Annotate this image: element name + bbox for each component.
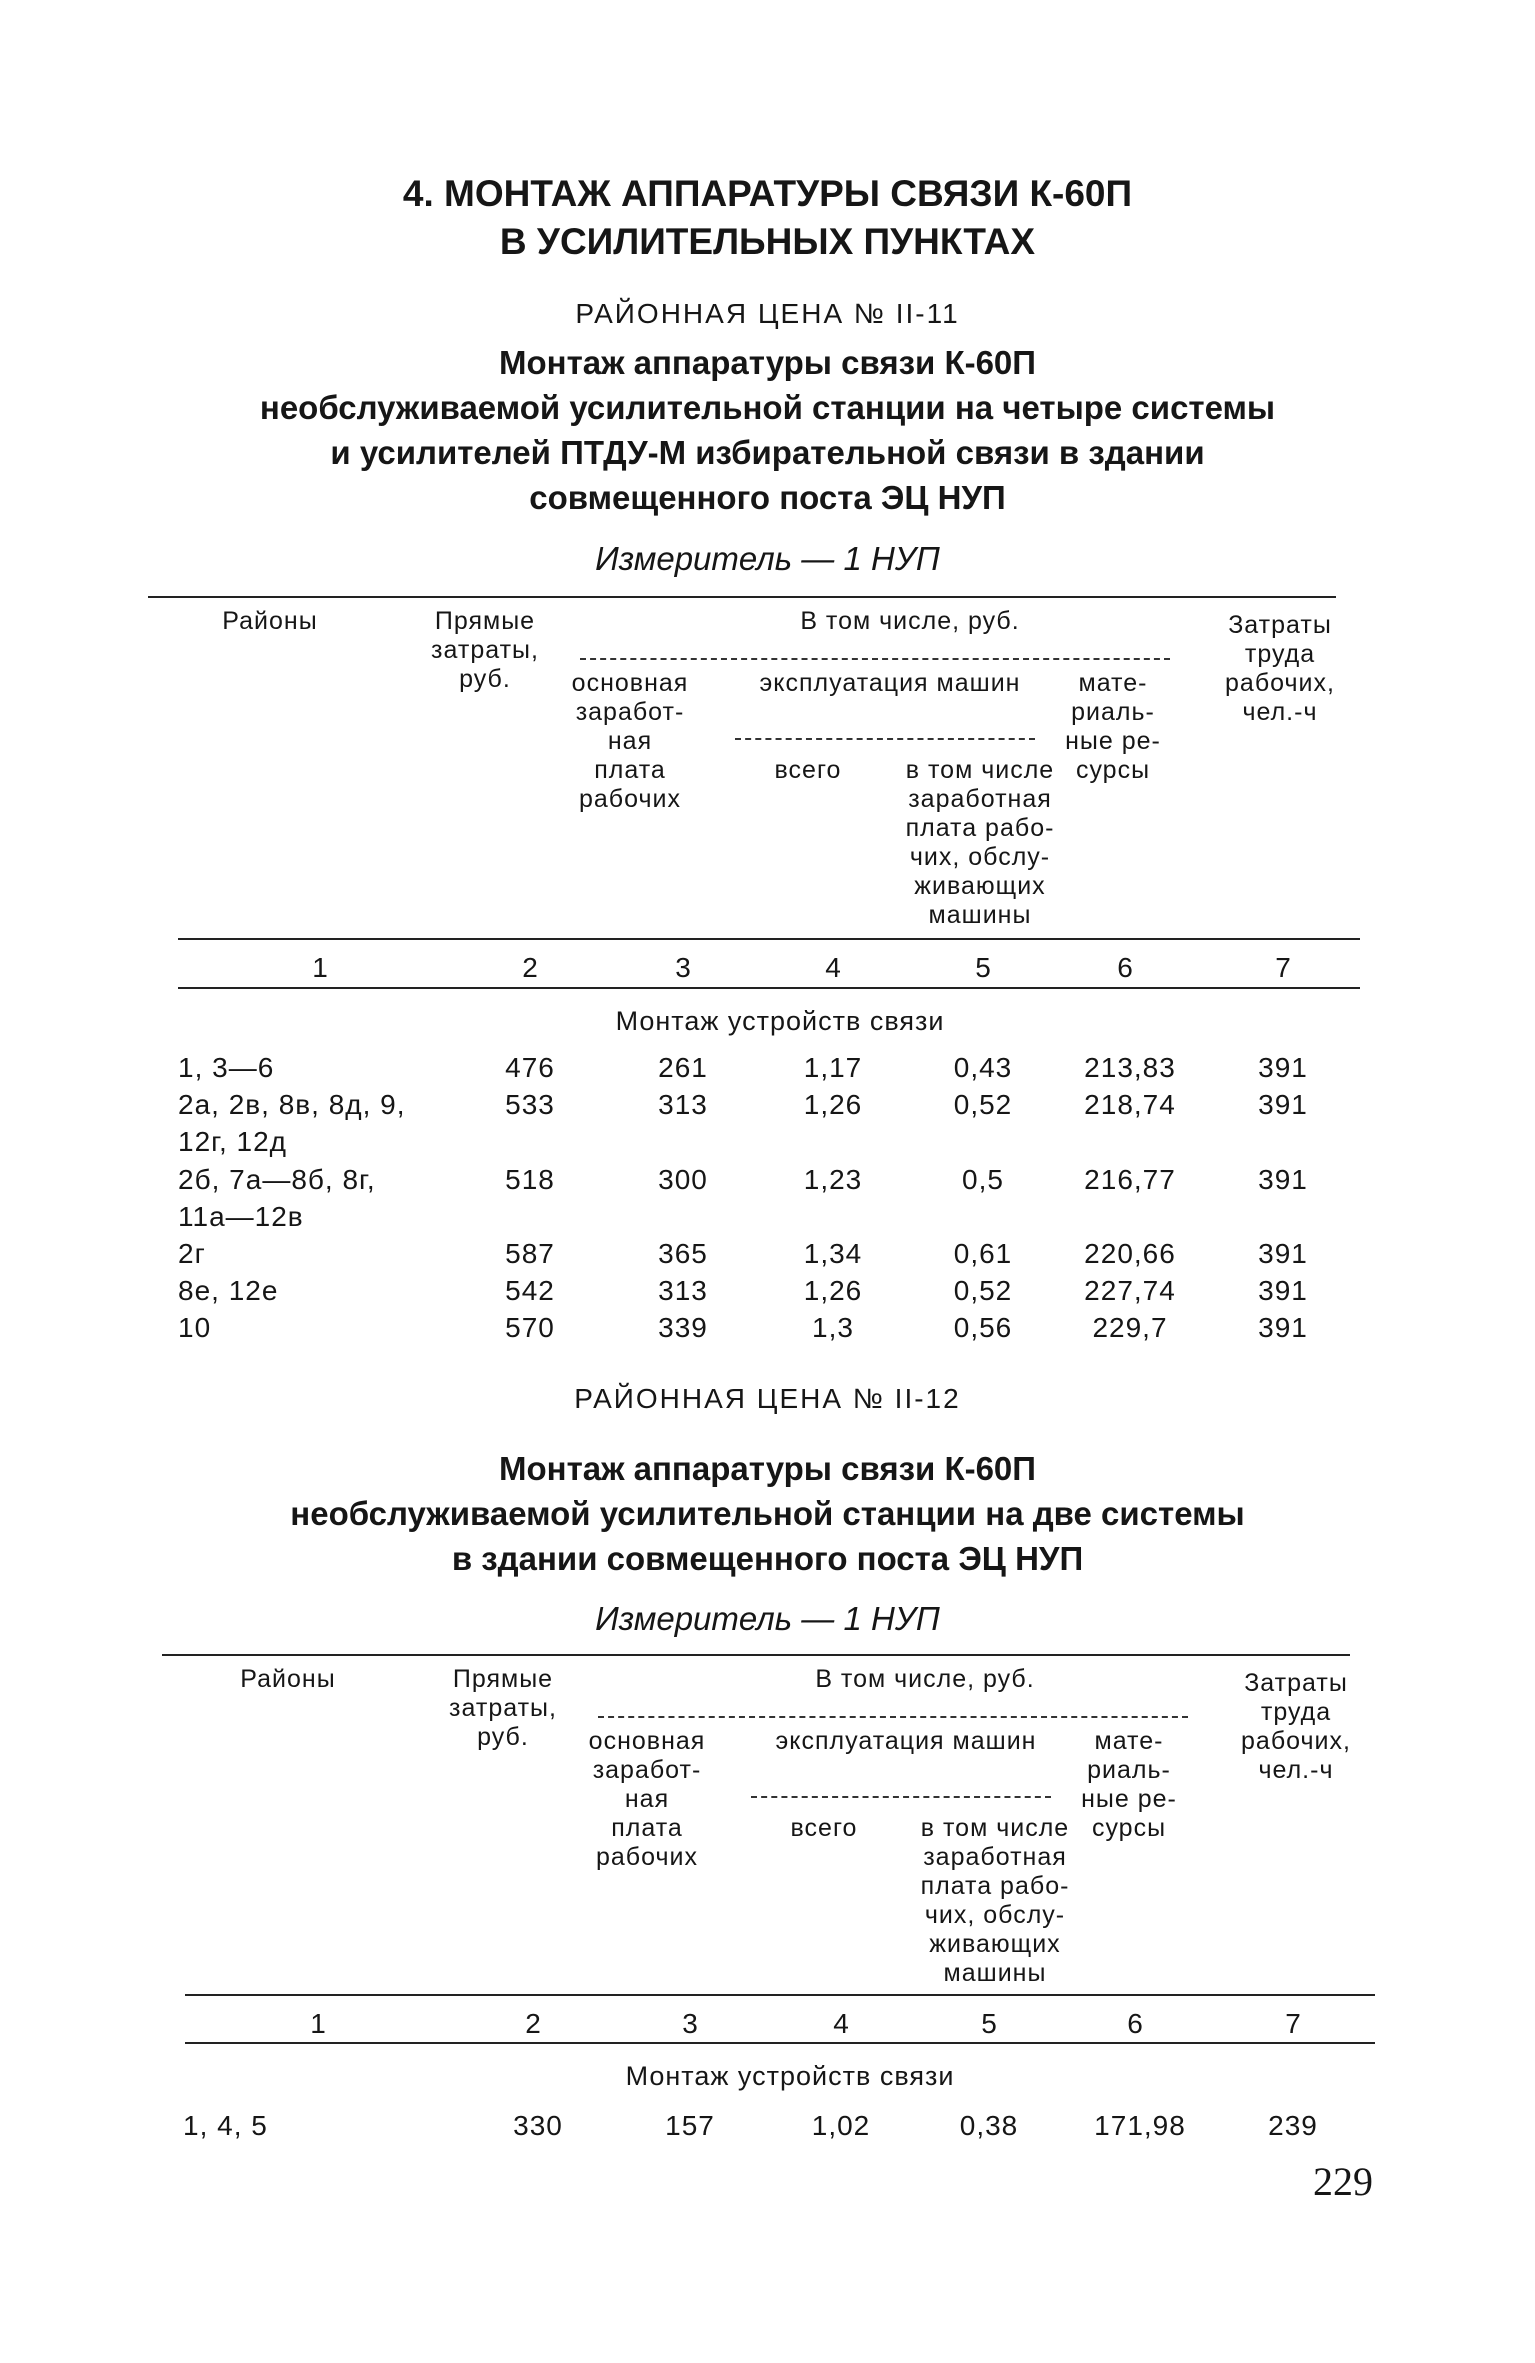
table1-cell: 391 [1258,1275,1308,1306]
table1-header-basic-wage: основная заработ- ная плата рабочих [571,669,689,813]
table2-section: Монтаж устройств связи [625,2061,955,2091]
table1-colnum-3: 3 [675,952,691,983]
subtitle-11-line-3: и усилителей ПТДУ-М избирательной связи в здании [330,434,1205,471]
table1-cell: 518 [505,1164,555,1195]
table1-colnum-2: 2 [522,952,538,983]
table1-cell-region: 1, 3—6 [178,1052,275,1083]
table1-cell: 220,66 [1084,1238,1176,1269]
table1-cell-region: 8е, 12е [178,1275,279,1306]
meter-11: Измеритель — 1 НУП [595,540,940,577]
table1-cell: 0,5 [962,1164,1004,1195]
table1-dash-including [580,658,1170,660]
table1-header-machine-wage: в том числе заработная плата рабо- чих, обслу- живающих машины [905,756,1055,929]
table1-cell: 391 [1258,1312,1308,1343]
table1-cell: 1,34 [803,1238,863,1269]
table2-header-direct-costs: Прямые затраты, руб. [449,1665,557,1751]
table2-colnum-7: 7 [1285,2008,1301,2039]
table2-top-rule [162,1654,1350,1656]
table1-header-direct-costs: Прямые затраты, руб. [431,607,539,693]
table1-cell: 229,7 [1092,1312,1168,1343]
price-label-12: РАЙОННАЯ ЦЕНА № II-12 [574,1383,961,1414]
table1-cell: 570 [505,1312,555,1343]
table2-colnum-4: 4 [833,2008,849,2039]
meter-12: Измеритель — 1 НУП [595,1600,940,1637]
table2-cell: 157 [665,2110,715,2141]
table2-cell: 171,98 [1094,2110,1186,2141]
table1-header-materials: мате- риаль- ные ре- сурсы [1065,669,1161,784]
table1-cell: 218,74 [1084,1089,1176,1120]
table1-cell-region: 2г [178,1238,206,1269]
table1-cell: 0,52 [953,1089,1013,1120]
table1-cell: 391 [1258,1164,1308,1195]
table2-colnum-3: 3 [682,2008,698,2039]
chapter-title-line-2: В УСИЛИТЕЛЬНЫХ ПУНКТАХ [499,221,1036,262]
table1-cell: 0,61 [953,1238,1013,1269]
table1-cell-region-cont: 12г, 12д [178,1126,287,1157]
table2-header-total: всего [790,1814,858,1842]
table1-cell: 213,83 [1084,1052,1176,1083]
table2-cell-region: 1, 4, 5 [183,2110,268,2141]
table2-cell: 0,38 [959,2110,1019,2141]
table2-header-basic-wage: основная заработ- ная плата рабочих [588,1727,706,1871]
table1-cell: 1,26 [803,1089,863,1120]
table1-cell: 476 [505,1052,555,1083]
table1-cell: 313 [658,1275,708,1306]
subtitle-11-line-2: необслуживаемой усилительной станции на четыре системы [259,389,1276,426]
table2-colnum-2: 2 [525,2008,541,2039]
table2-colnum-rule [185,2042,1375,2044]
table1-header-regions: Районы [222,607,318,635]
table2-cell: 1,02 [811,2110,871,2141]
table1-cell: 1,23 [803,1164,863,1195]
table1-cell: 261 [658,1052,708,1083]
table1-cell: 1,3 [812,1312,854,1343]
table1-cell: 339 [658,1312,708,1343]
subtitle-11-line-4: совмещенного поста ЭЦ НУП [529,479,1006,516]
table1-cell-region: 10 [178,1312,212,1343]
table2-dash-including [598,1716,1188,1718]
table2-colnum-6: 6 [1127,2008,1143,2039]
table1-cell: 300 [658,1164,708,1195]
table1-cell: 391 [1258,1238,1308,1269]
table1-cell: 533 [505,1089,555,1120]
table2-header-machines: эксплуатация машин [775,1727,1037,1755]
chapter-title-line-1: 4. МОНТАЖ АППАРАТУРЫ СВЯЗИ К-60П [402,173,1133,214]
table1-cell: 216,77 [1084,1164,1176,1195]
table1-cell-region: 2а, 2в, 8в, 8д, 9, [178,1089,406,1120]
table1-cell-region-cont: 11а—12в [178,1201,304,1232]
table1-header-machines: эксплуатация машин [759,669,1021,697]
table2-header-rule [185,1994,1375,1996]
table1-colnum-5: 5 [975,952,991,983]
table1-cell: 313 [658,1089,708,1120]
table1-cell: 587 [505,1238,555,1269]
table1-colnum-rule [178,987,1360,989]
table1-header-labor: Затраты труда рабочих, чел.-ч [1225,611,1335,726]
table1-colnum-1: 1 [312,952,328,983]
table1-cell: 542 [505,1275,555,1306]
table1-colnum-7: 7 [1275,952,1291,983]
table1-cell: 0,43 [953,1052,1013,1083]
table2-header-regions: Районы [240,1665,336,1693]
table2-header-labor: Затраты труда рабочих, чел.-ч [1241,1669,1351,1784]
page-number: 229 [1313,2159,1373,2204]
table2-colnum-1: 1 [310,2008,326,2039]
table1-cell: 1,17 [803,1052,863,1083]
table1-header-including: В том числе, руб. [800,607,1020,635]
table2-cell: 330 [513,2110,563,2141]
table1-cell: 0,52 [953,1275,1013,1306]
table1-cell-region: 2б, 7а—8б, 8г, [178,1164,376,1195]
table1-header-rule [178,938,1360,940]
subtitle-12-line-2: необслуживаемой усилительной станции на две системы [290,1495,1245,1532]
subtitle-12-line-1: Монтаж аппаратуры связи К-60П [498,1450,1037,1487]
table1-colnum-4: 4 [825,952,841,983]
table1-section: Монтаж устройств связи [615,1006,945,1036]
subtitle-12-line-3: в здании совмещенного поста ЭЦ НУП [451,1540,1084,1577]
table1-cell: 0,56 [953,1312,1013,1343]
table2-header-materials: мате- риаль- ные ре- сурсы [1081,1727,1177,1842]
table2-header-including: В том числе, руб. [815,1665,1035,1693]
table2-header-machine-wage: в том числе заработная плата рабо- чих, обслу- живающих машины [920,1814,1070,1987]
table1-header-total: всего [774,756,842,784]
table1-cell: 1,26 [803,1275,863,1306]
price-label-11: РАЙОННАЯ ЦЕНА № II-11 [575,298,960,329]
subtitle-11-line-1: Монтаж аппаратуры связи К-60П [498,344,1037,381]
table2-dash-machines [751,1796,1051,1798]
table1-cell: 391 [1258,1089,1308,1120]
table1-top-rule [148,596,1336,598]
table1-cell: 391 [1258,1052,1308,1083]
table2-cell: 239 [1268,2110,1318,2141]
table1-cell: 365 [658,1238,708,1269]
table1-dash-machines [735,738,1035,740]
table1-colnum-6: 6 [1117,952,1133,983]
table2-colnum-5: 5 [981,2008,997,2039]
table1-cell: 227,74 [1084,1275,1176,1306]
